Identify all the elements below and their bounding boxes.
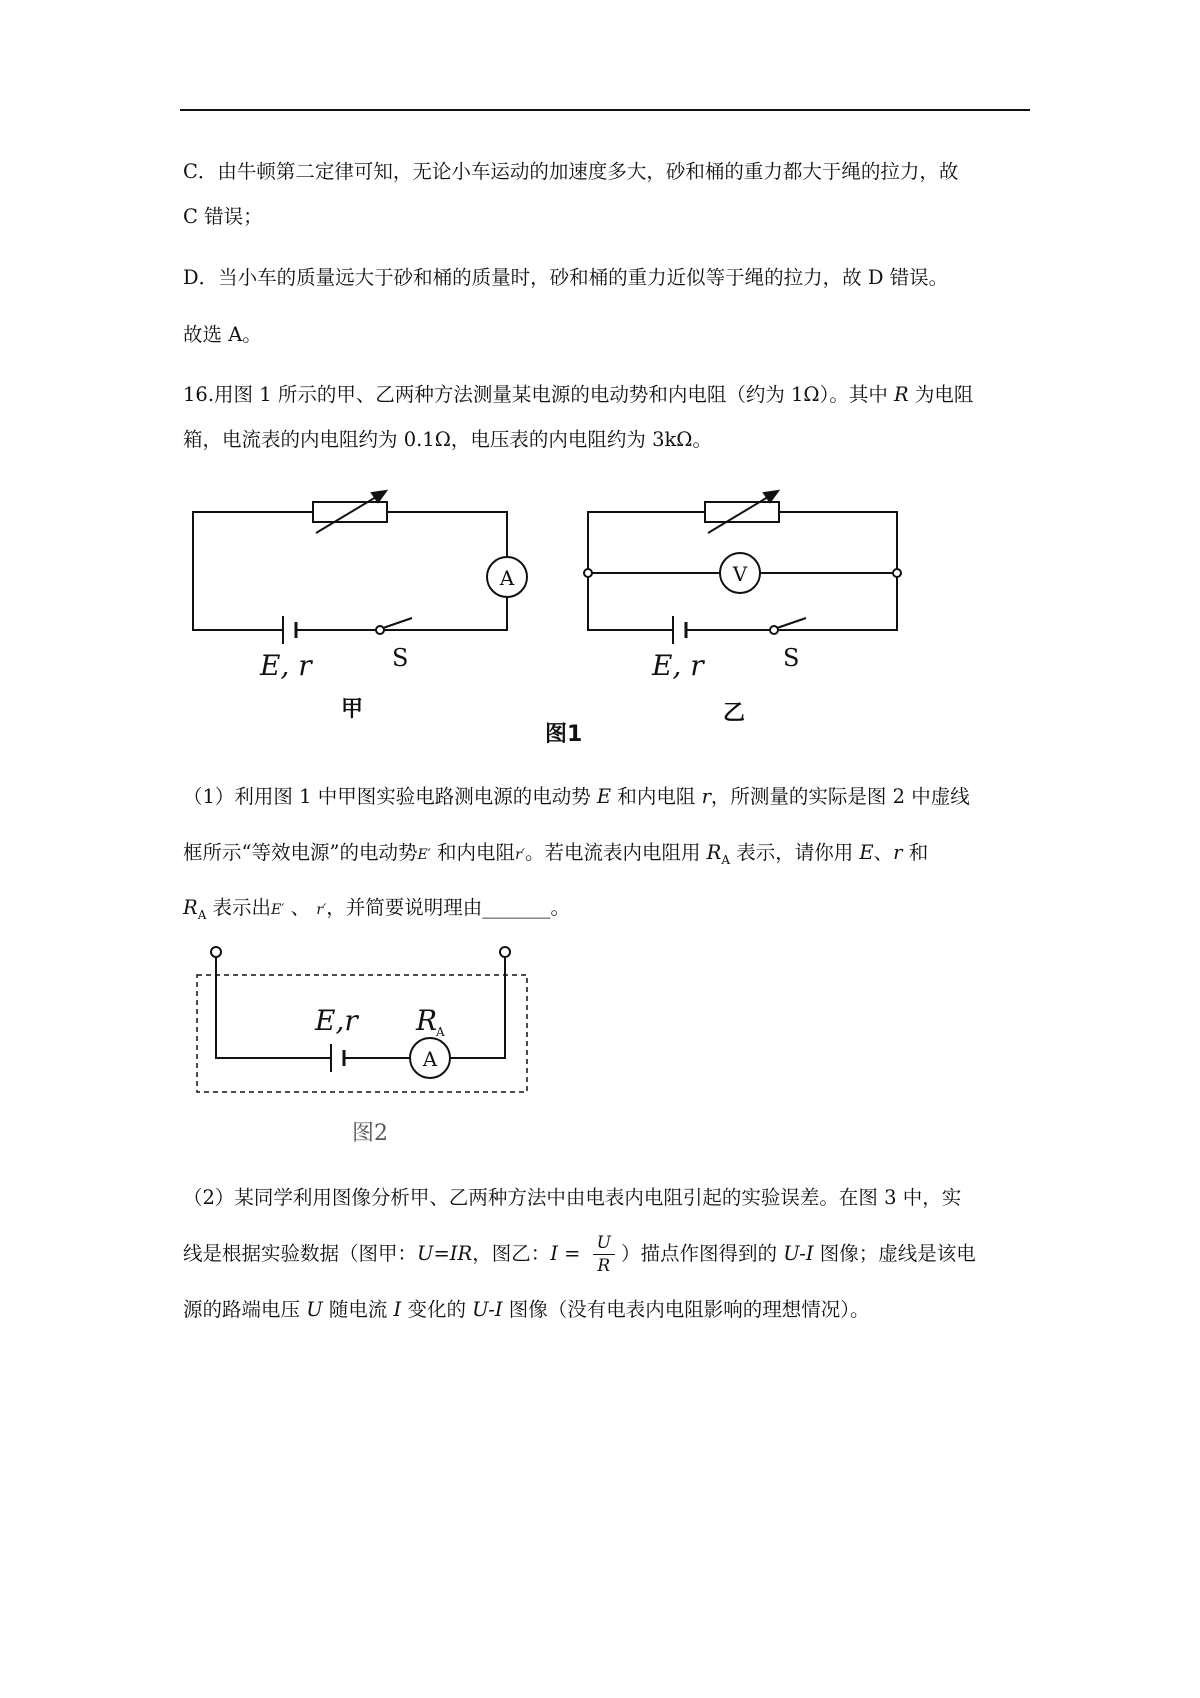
equivalent-source-box [197,975,527,1092]
caption-jia: 甲 [341,697,364,722]
paragraph-d: D．当小车的质量远大于砂和桶的质量时，砂和桶的重力近似等于绳的拉力，故 D 错误。 [183,266,949,289]
figure-1-caption: 图1 [545,722,583,747]
switch-label-right: S [783,644,800,672]
part-2-line1: （2）某同学利用图像分析甲、乙两种方法中由电表内电阻引起的实验误差。在图 3 中，实 [183,1186,962,1209]
voltmeter-label: V [732,562,748,586]
source-label-fig2: E,r [315,1004,358,1037]
figure-2-caption: 图2 [352,1121,388,1146]
resistor-label-fig2: R [416,1004,438,1037]
ammeter-fig2-label: A [422,1047,438,1071]
resistor-sub-fig2: A [436,1025,445,1039]
part-2-line3: 源的路端电压 U 随电流 I 变化的 U-I 图像（没有电表内电阻影响的理想情况）。 [183,1298,870,1321]
ammeter-label: A [499,566,515,590]
caption-yi: 乙 [723,701,746,726]
source-label-left: E, r [260,649,312,682]
paragraph-c: C．由牛顿第二定律可知，无论小车运动的加速度多大，砂和桶的重力都大于绳的拉力，故 [183,160,959,183]
part-2-line2: 线是根据实验数据（图甲：U=IR，图乙：I = $\frac{U}{R}$ ）描点作图得到的 U-I 图像；虚线是该电 [183,1233,976,1276]
switch-label-left: S [392,644,409,672]
part-1-line2: 框所示“等效电源”的电动势E′ 和内电阻r′。若电流表内电阻用 $R_A$ 表示，请你用 E、r 和 [183,841,929,867]
source-label-right: E, r [652,649,704,682]
question-16-line2: 箱，电流表的内电阻约为 0.1Ω，电压表的内电阻约为 3kΩ。 [183,428,712,451]
part-1-line1: （1）利用图 1 中甲图实验电路测电源的电动势 E 和内电阻 r，所测量的实际是图 2 中虚线 [183,785,970,808]
part-1-line3: $R_A$ 表示出E′ 、 r′，并简要说明理由_______。 [183,896,571,922]
question-16-line1: 16.用图 1 所示的甲、乙两种方法测量某电源的电动势和内电阻（约为 1Ω）。其中 R 为电阻 [183,383,974,406]
paragraph-c-cont: C 错误； [183,205,263,228]
paragraph-answer: 故选 A。 [183,323,262,346]
fraction-u-over-r: $\frac{U}{R}$ [593,1232,615,1277]
